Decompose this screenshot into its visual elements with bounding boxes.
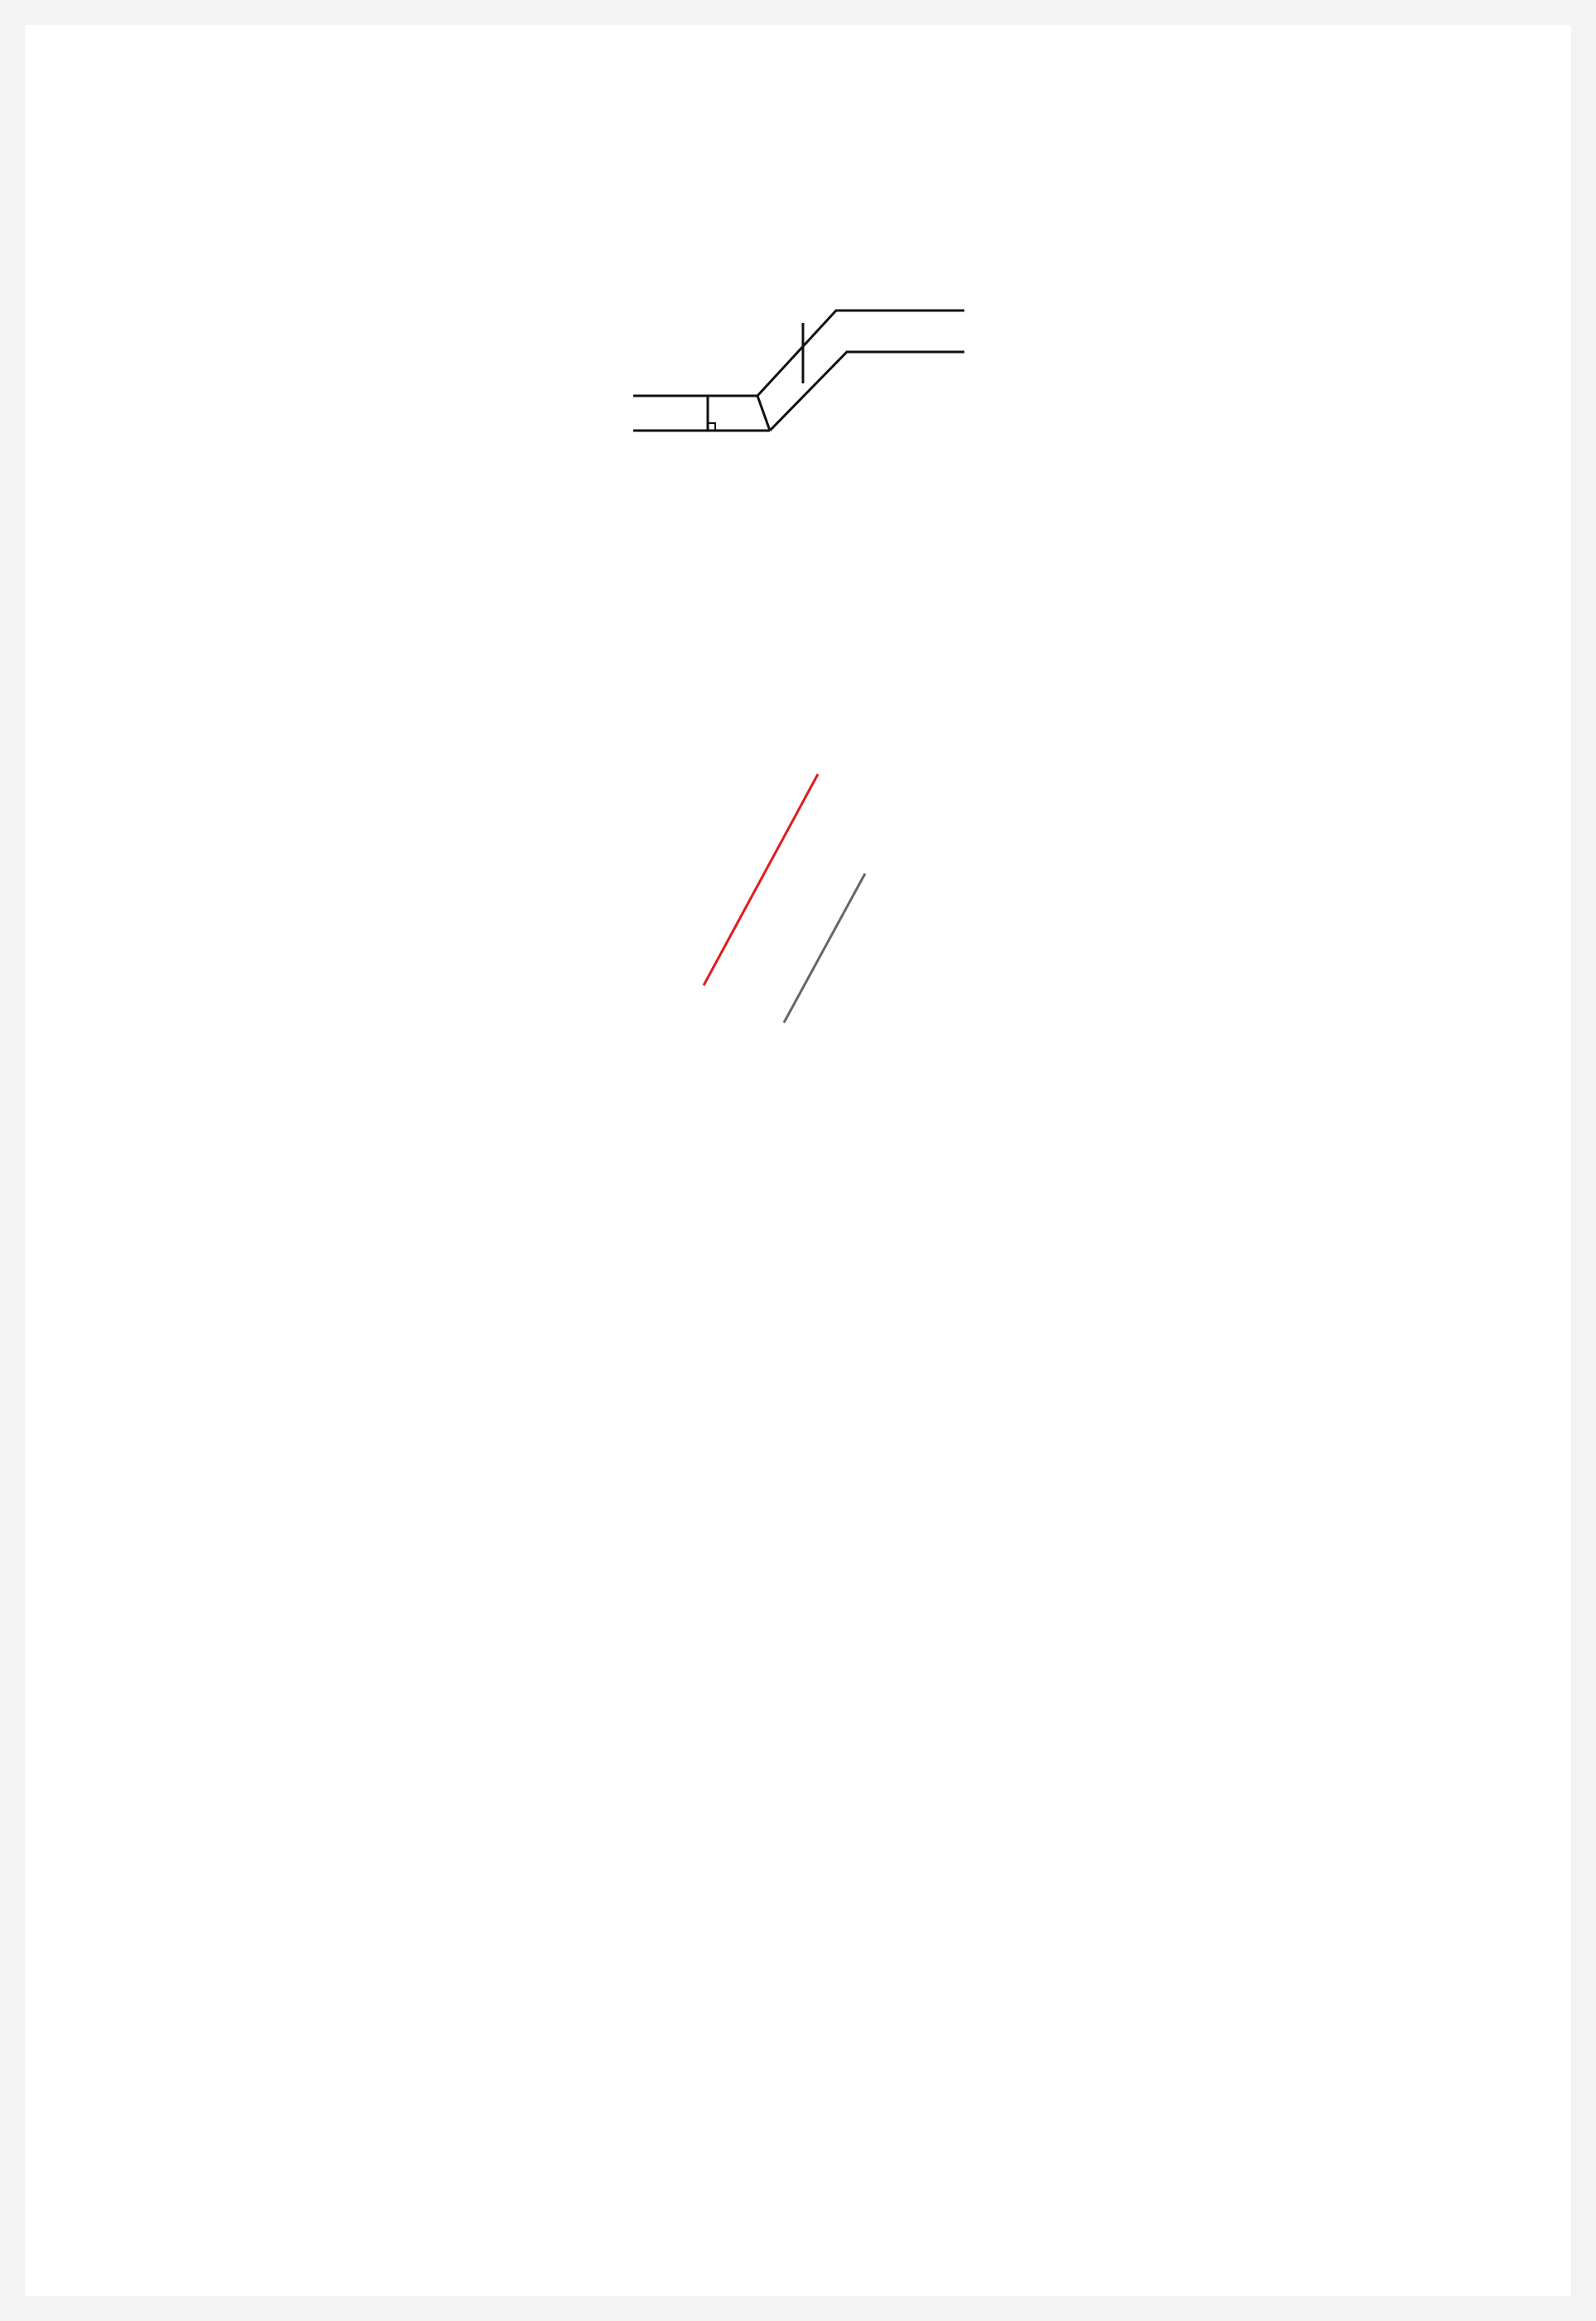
road-figure bbox=[629, 302, 977, 460]
line-ab bbox=[784, 874, 865, 1023]
line-cd bbox=[704, 774, 818, 985]
road-lower-right-edge bbox=[770, 352, 964, 431]
parallel-lines-figure bbox=[625, 712, 1039, 1052]
segment-cd bbox=[757, 396, 770, 431]
